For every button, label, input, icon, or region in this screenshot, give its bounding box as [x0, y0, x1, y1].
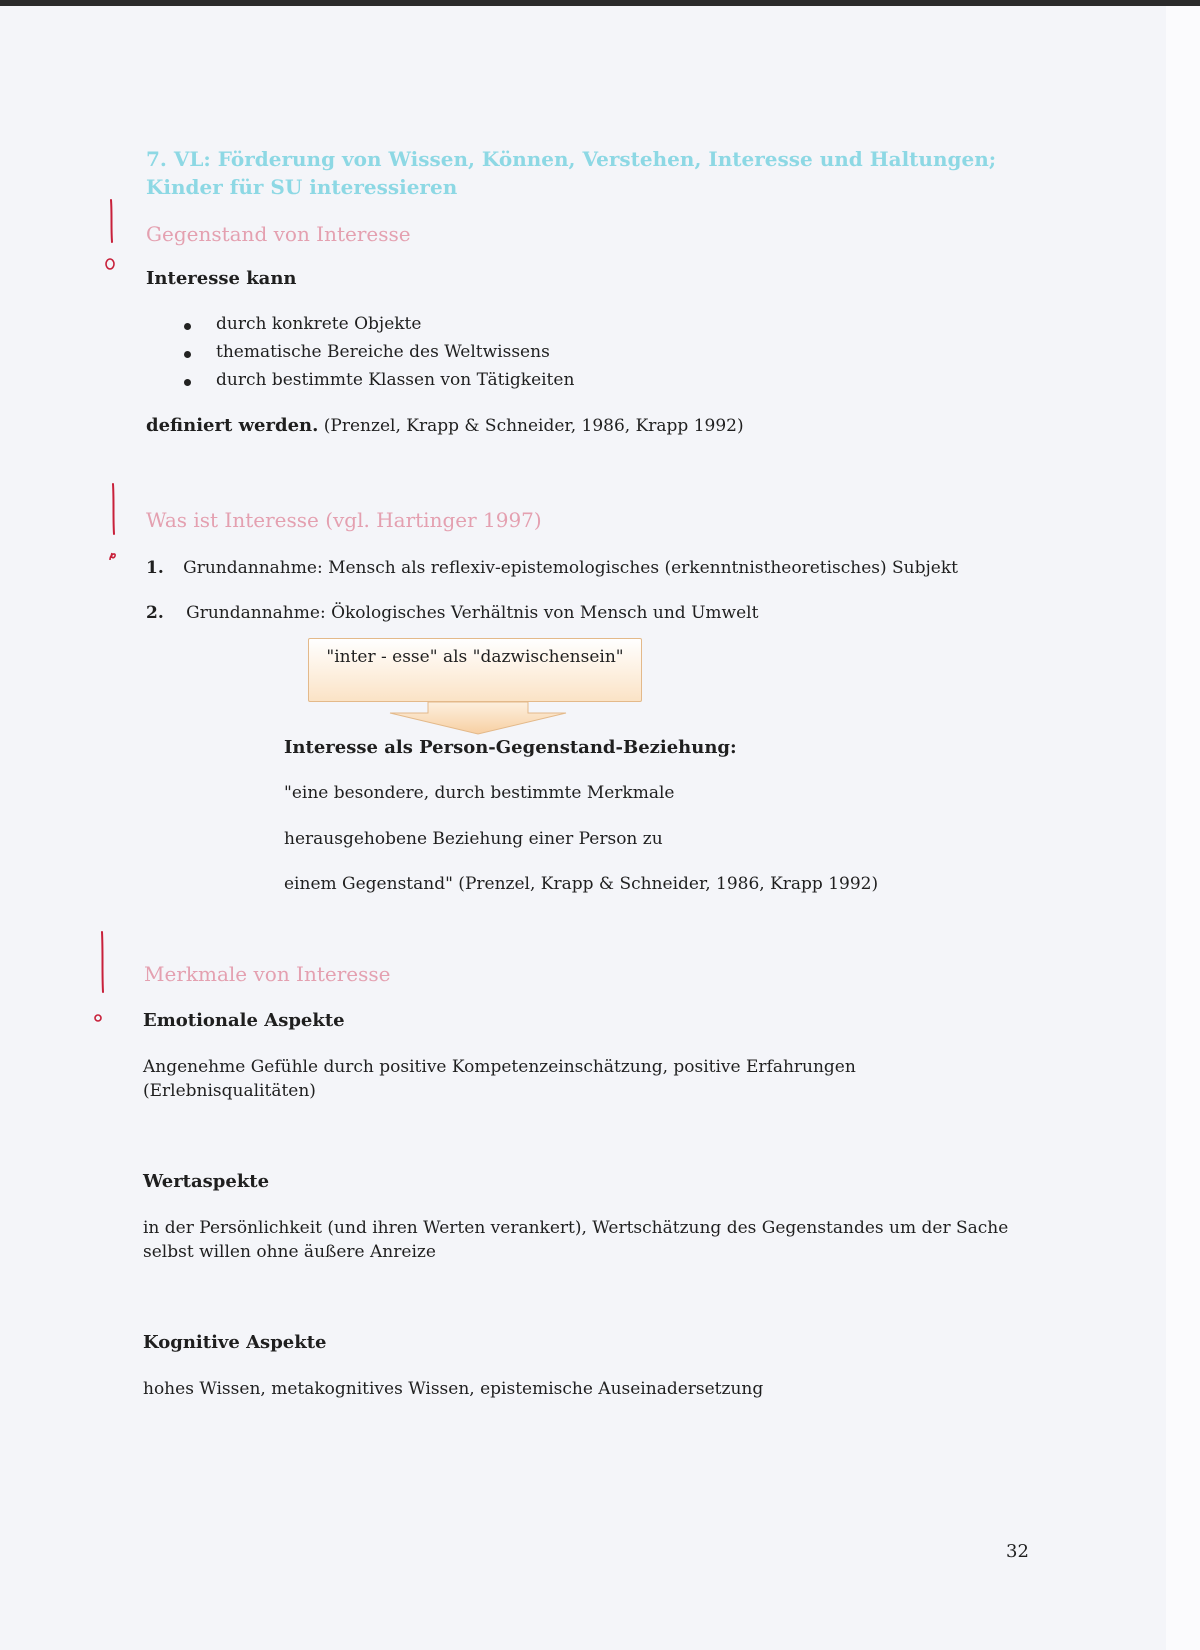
aspect-text-kognitiv-1: hohes Wissen, metakognitives Wissen, epistemische Auseinadersetzung — [143, 1379, 764, 1399]
document-title-line-2: Kinder für SU interessieren — [146, 175, 458, 199]
definition-line-1: "eine besondere, durch bestimmte Merkmale — [284, 783, 675, 803]
aspect-text-wert-2: selbst willen ohne äußere Anreize — [143, 1242, 436, 1262]
margin-mark-section-2 — [100, 482, 126, 567]
margin-mark-section-3 — [90, 930, 116, 1030]
document-title-line-1: 7. VL: Förderung von Wissen, Können, Verstehen, Interesse und Haltungen; — [146, 147, 997, 171]
aspect-text-emotional-2: (Erlebnisqualitäten) — [143, 1081, 316, 1101]
down-arrow-icon — [378, 701, 578, 735]
closing-bold: definiert werden. — [146, 415, 319, 436]
aspect-heading-kognitiv: Kognitive Aspekte — [143, 1332, 327, 1353]
section-heading-merkmale: Merkmale von Interesse — [144, 962, 391, 986]
margin-mark-section-1 — [100, 198, 126, 273]
numbered-item-1 — [146, 556, 958, 580]
numbered-item-2 — [146, 601, 758, 625]
list-item: durch konkrete Objekte — [180, 314, 574, 342]
callout-box — [308, 638, 642, 702]
scan-top-edge — [0, 0, 1200, 6]
scan-right-margin — [1166, 6, 1200, 1650]
section-heading-gegenstand: Gegenstand von Interesse — [146, 222, 411, 246]
definition-heading: Interesse als Person-Gegenstand-Beziehung: — [284, 737, 737, 758]
definition-line-3: einem Gegenstand" (Prenzel, Krapp & Schneider, 1986, Krapp 1992) — [284, 874, 879, 894]
item-number: 2. — [146, 603, 164, 623]
aspect-text-emotional-1: Angenehme Gefühle durch positive Kompetenzeinschätzung, positive Erfahrungen — [143, 1057, 856, 1077]
section-1-closing — [146, 414, 744, 438]
aspect-text-wert-1: in der Persönlichkeit (und ihren Werten verankert), Wertschätzung des Gegenstandes um der Sache — [143, 1218, 1009, 1238]
list-item: thematische Bereiche des Weltwissens — [180, 342, 574, 370]
list-item: durch bestimmte Klassen von Tätigkeiten — [180, 370, 574, 398]
item-text: Grundannahme: Mensch als reflexiv-epistemologisches (erkenntnistheoretisches) Subjekt — [183, 558, 958, 578]
bullet-list — [180, 314, 574, 398]
aspect-heading-emotional: Emotionale Aspekte — [143, 1010, 345, 1031]
definition-line-2: herausgehobene Beziehung einer Person zu — [284, 829, 663, 849]
item-number: 1. — [146, 558, 164, 578]
item-text: Grundannahme: Ökologisches Verhältnis von Mensch und Umwelt — [186, 603, 759, 623]
callout-text: "inter - esse" als "dazwischensein" — [326, 647, 624, 667]
page-number: 32 — [1006, 1541, 1029, 1562]
closing-reference: (Prenzel, Krapp & Schneider, 1986, Krapp 1992) — [318, 416, 744, 436]
aspect-heading-wert: Wertaspekte — [143, 1171, 270, 1192]
document-title — [146, 145, 1026, 201]
section-heading-was-ist-interesse: Was ist Interesse (vgl. Hartinger 1997) — [146, 508, 542, 532]
section-1-lead: Interesse kann — [146, 268, 297, 289]
